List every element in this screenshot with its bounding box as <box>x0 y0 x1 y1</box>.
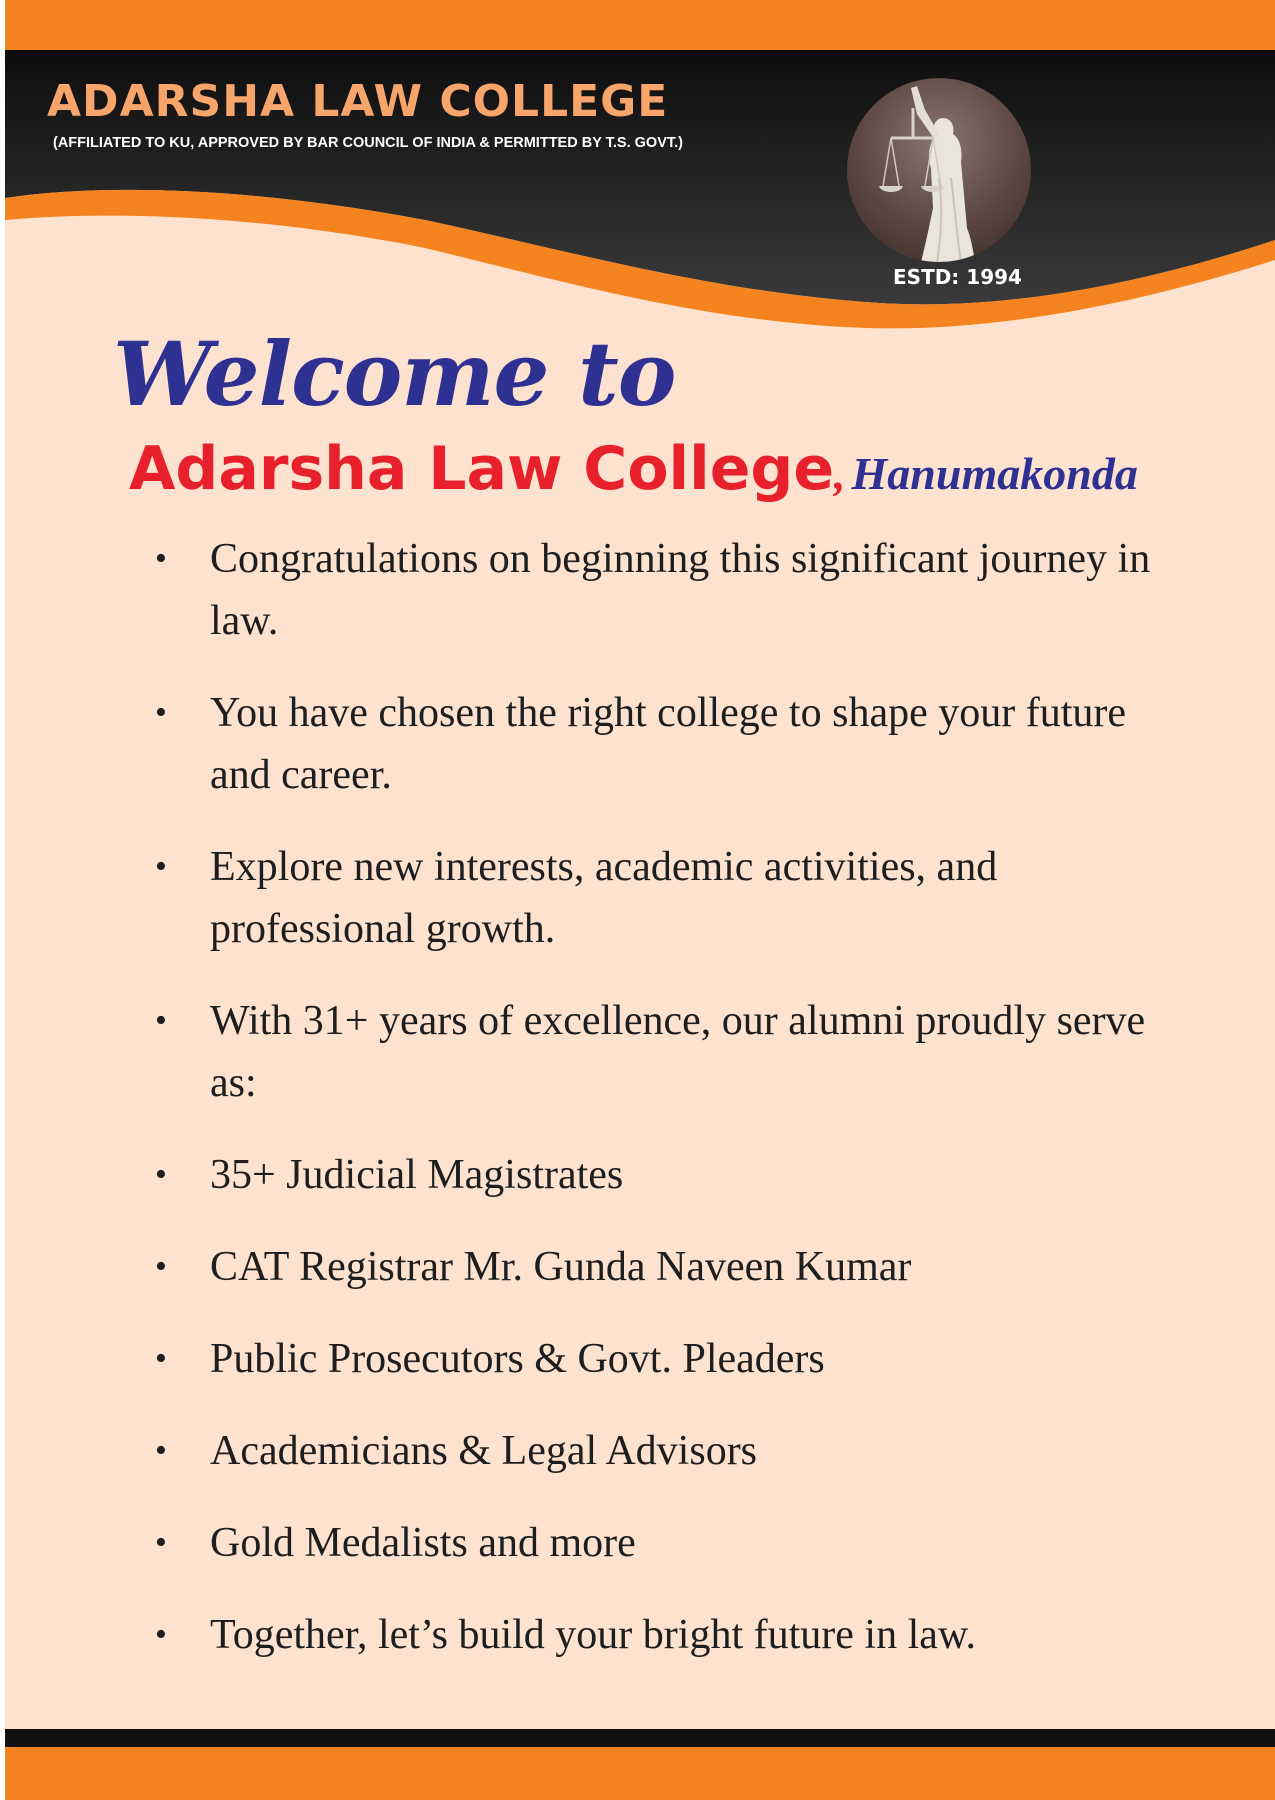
college-name-red: Adarsha Law College <box>129 434 835 504</box>
college-location-heading <box>129 434 1138 504</box>
list-item: • CAT Registrar Mr. Gunda Naveen Kumar <box>155 1236 1165 1298</box>
established-year: ESTD: 1994 <box>893 265 1022 289</box>
list-item: • Congratulations on beginning this significant journey in law. <box>155 528 1165 652</box>
affiliation-text: (AFFILIATED TO KU, APPROVED BY BAR COUNCIL OF INDIA & PERMITTED BY T.S. GOVT.) <box>53 135 683 151</box>
city-name: Hanumakonda <box>851 448 1138 499</box>
welcome-heading: Welcome to <box>113 322 676 426</box>
name-city-separator: , <box>834 448 846 499</box>
poster <box>5 0 1275 1800</box>
bottom-black-stripe <box>5 1729 1275 1747</box>
list-item: • 35+ Judicial Magistrates <box>155 1144 1165 1206</box>
list-item: • You have chosen the right college to shape your future and career. <box>155 682 1165 806</box>
list-item: • Together, let’s build your bright future in law. <box>155 1604 1165 1666</box>
bottom-orange-stripe <box>5 1747 1275 1800</box>
lady-justice-statue-icon <box>847 78 1031 262</box>
list-item: • Academicians & Legal Advisors <box>155 1420 1165 1482</box>
college-name-heading: ADARSHA LAW COLLEGE <box>47 76 669 127</box>
list-item: • Explore new interests, academic activities, and professional growth. <box>155 836 1165 960</box>
list-item: • Gold Medalists and more <box>155 1512 1165 1574</box>
top-orange-stripe <box>5 0 1275 50</box>
welcome-points-list <box>155 528 1165 1696</box>
list-item: • With 31+ years of excellence, our alumni proudly serve as: <box>155 990 1165 1114</box>
list-item: • Public Prosecutors & Govt. Pleaders <box>155 1328 1165 1390</box>
